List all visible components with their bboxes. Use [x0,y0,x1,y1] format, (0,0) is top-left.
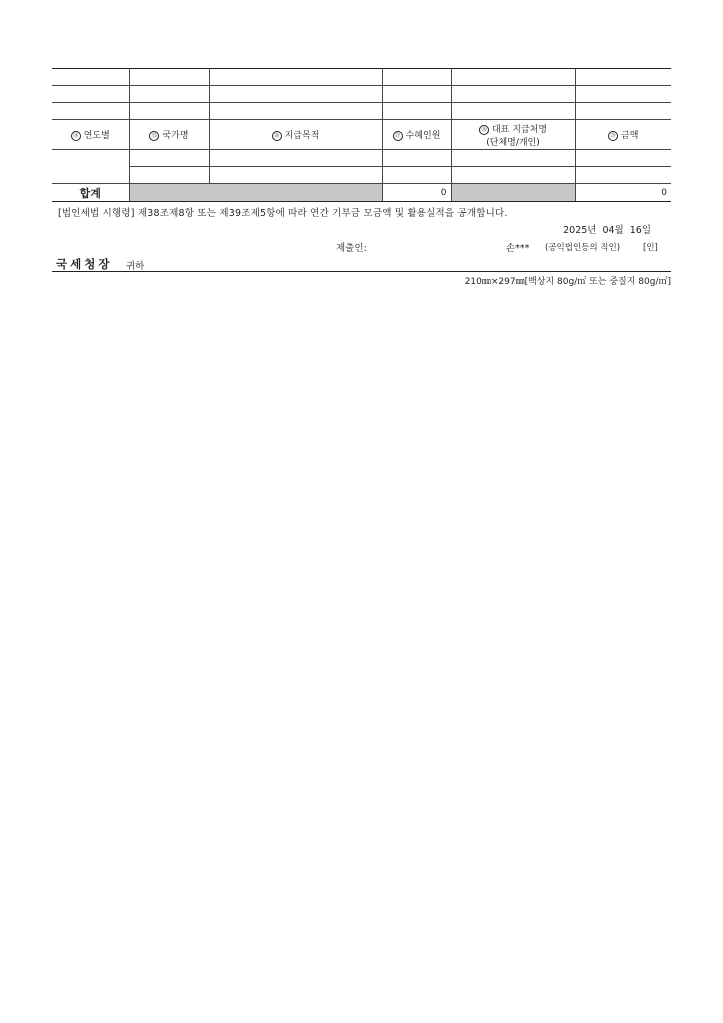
table-row [52,86,671,103]
table-row [52,69,671,86]
date-day: 16일 [629,225,651,236]
honorific: 귀하 [126,261,145,272]
header-country: ㉕ 국가명 [129,120,209,150]
circled-number-28: ㉘ [479,125,489,135]
circled-number-29: ㉙ [608,131,618,141]
recipient-title: 국세청장 [56,257,113,271]
circled-number-25: ㉕ [149,131,159,141]
table-row [52,150,671,167]
paper-spec: 210㎜×297㎜[백상지 80g/㎡ 또는 중질지 80g/㎡] [464,277,671,287]
header-purpose: ㉖ 지급목적 [209,120,382,150]
seal-note: (공익법인등의 직인) [545,243,621,253]
date-month: 04월 [602,225,624,236]
donation-usage-table [52,68,671,202]
total-amount: 0 [575,184,671,202]
circled-number-26: ㉖ [272,131,282,141]
legal-note: [법인세법 시행령] 제38조제8항 또는 제39조제5항에 따라 연간 기부금 모금액 및 활용실적을 공개합니다. [58,208,508,219]
circled-number-24: ㉔ [71,131,81,141]
donation-usage-form [52,68,671,202]
circled-number-27: ㉗ [393,131,403,141]
header-recipient-org: ㉘ 대표 지급처명 (단체명/개인) [451,120,575,150]
submitter-label: 제출인: [336,243,367,254]
header-beneficiaries: ㉗ 수혜인원 [382,120,451,150]
total-shaded-cell [451,184,575,202]
bottom-divider [52,271,671,272]
seal-mark: [인] [643,243,658,253]
submitter-name: 손*** [506,243,530,254]
header-year: ㉔ 연도별 [52,120,129,150]
column-header-row [52,120,671,150]
year-cell [52,150,129,184]
total-row [52,184,671,202]
total-shaded-cell [129,184,382,202]
submission-date [557,222,651,236]
total-count: 0 [382,184,451,202]
total-label: 합계 [52,184,129,202]
table-row [52,167,671,184]
date-year: 2025년 [563,225,597,236]
header-amount: ㉙ 금액 [575,120,671,150]
table-row [52,103,671,120]
